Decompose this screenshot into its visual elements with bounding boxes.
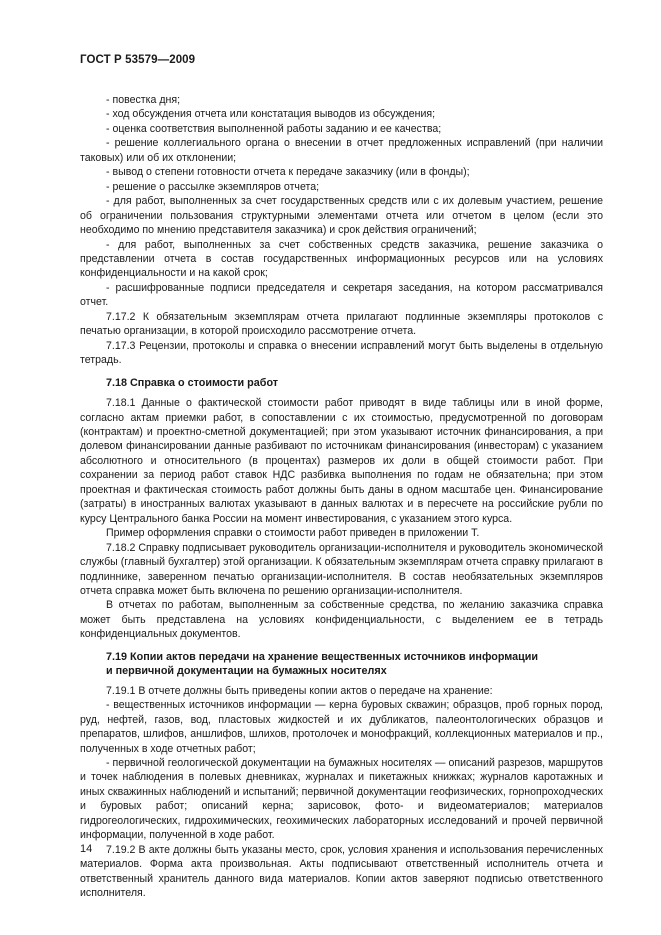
list-item: - вещественных источников информации — керна буровых скважин; образцов, проб горных пород, руд, нефтей, газов, вод, пластовых жидкостей и их дубликатов, палеонтологических образцов и препаратов, шлифов, аншлифов, шлихов, протолочек и монофракций, коллекционных материалов и пр., полученных в ходе отчетных работ; bbox=[80, 699, 603, 755]
page-number: 14 bbox=[80, 843, 93, 855]
paragraph: 7.17.3 Рецензии, протоколы и справка о внесении исправлений могут быть выделены в отдельную тетрадь. bbox=[80, 339, 603, 367]
paragraph: Пример оформления справки о стоимости работ приведен в приложении Т. bbox=[106, 527, 480, 540]
list-item: - ход обсуждения отчета или констатация выводов из обсуждения; bbox=[106, 108, 436, 121]
paragraph: 7.19.2 В акте должны быть указаны место, срок, условия хранения и использования перечисленных материалов. Форма акта произвольная. Акты подписывают ответственный исполнитель отчета и ответственный хранитель данного вида материалов. Копии актов заверяют подписью ответственного исполнителя. bbox=[80, 843, 603, 900]
paragraph: 7.17.2 К обязательным экземплярам отчета прилагают подлинные экземпляры протоколов с печатью организации, в которой происходило рассмотрение отчета. bbox=[80, 310, 603, 338]
section-title-line: 7.19 Копии актов передачи на хранение вещественных источников информации bbox=[106, 650, 539, 663]
paragraph: В отчетах по работам, выполненным за собственные средства, по желанию заказчика справка может быть представлена на условиях конфиденциальности, с выделением ее в тетрадь конфиденциальных документов. bbox=[80, 599, 603, 641]
page-body bbox=[80, 93, 603, 901]
list-item: - расшифрованные подписи председателя и секретаря заседания, на котором рассматривался отчет. bbox=[80, 281, 603, 309]
list-item: - первичной геологической документации на бумажных носителях — описаний разрезов, маршрутов и точек наблюдения в полевых дневниках, журналах и пикетажных книжках; журналов каротажных и иных скважинных наблюдений и испытаний; первичной документации геофизических, горнопроходческих и буровых работ; описаний керна; зарисовок, фото- и видеоматериалов; материалов гидрогеологических, гидрохимических, геохимических лабораторных исследований и прочей первичной информации, полученной в ходе работ. bbox=[80, 757, 603, 842]
list-item: - повестка дня; bbox=[106, 94, 181, 106]
paragraph: 7.18.2 Справку подписывает руководитель организации-исполнителя и руководитель экономической службы (главный бухгалтер) этой организации. К обязательным экземплярам отчета справку прилагают в подлиннике, заверенном печатью организации-исполнителя. В состав необязательных экземпляров отчета справка может быть включена по решению организации-исполнителя. bbox=[80, 541, 603, 597]
list-item: - оценка соответствия выполненной работы заданию и ее качества; bbox=[106, 122, 442, 135]
section-title-7-19 bbox=[106, 650, 603, 678]
list-item: - решение коллегиального органа о внесении в отчет предложенных исправлений (при наличии таковых) или об их отклонении; bbox=[80, 137, 603, 164]
section-title-7-18: 7.18 Справка о стоимости работ bbox=[106, 376, 279, 389]
section-title-line: и первичной документации на бумажных носителях bbox=[106, 664, 387, 677]
paragraph: 7.19.1 В отчете должны быть приведены копии актов о передаче на хранение: bbox=[106, 684, 493, 697]
list-item: - решение о рассылке экземпляров отчета; bbox=[106, 180, 320, 193]
list-item: - для работ, выполненных за счет государственных средств или с их долевым участием, решение об ограничении пользования структурными элементами отчета или отчетом в целом (если это необходимо по мнению представителя заказчика) и срок действия ограничений; bbox=[80, 195, 603, 237]
list-item: - вывод о степени готовности отчета к передаче заказчику (или в фонды); bbox=[106, 166, 470, 179]
document-header: ГОСТ Р 53579—2009 bbox=[80, 54, 196, 66]
list-item: - для работ, выполненных за счет собственных средств заказчика, решение заказчика о представлении отчета в состав государственных информационных ресурсов или на условиях конфиденциальности и на какой срок; bbox=[80, 238, 603, 280]
paragraph: 7.18.1 Данные о фактической стоимости работ приводят в виде таблицы или в иной форме, согласно актам приемки работ, в сопоставлении с их стоимостью, предусмотренной по договорам (контрактам) и проектно-сметной документацией; при этом указывают источник финансирования, а при долевом финансировании данные разбивают по источникам финансирования (инвесторам) с указанием абсолютного и относительного (в процентах) размеров их доли в общей стоимости работ. При сохранении за период работ ставок НДС разбивка выполнения по годам не обязательна; при этом проектная и фактическая стоимость работ должны быть даны в одном масштабе цен. Финансирование (затраты) в иностранных валютах указывают в данных валютах и в пересчете на российские рубли по курсу Центрального банка России на момент инвестирования, с указанием этого курса. bbox=[80, 397, 603, 525]
